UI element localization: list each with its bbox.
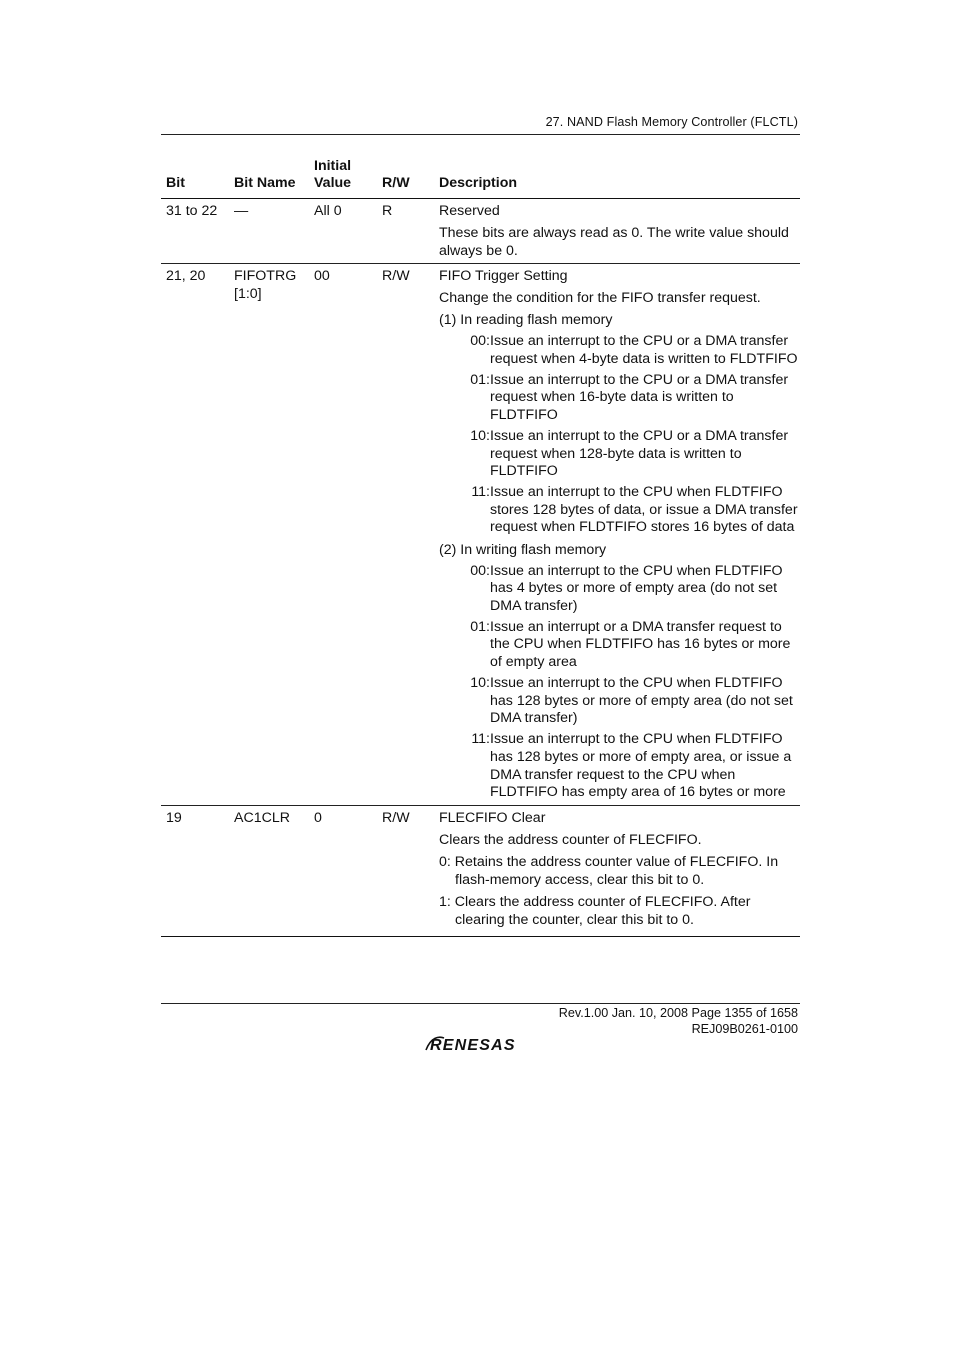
description-title: FLECFIFO Clear xyxy=(439,809,546,826)
list-item xyxy=(439,563,799,616)
description-cell xyxy=(439,806,799,936)
description-text: Change the condition for the FIFO transfer request. xyxy=(439,290,761,306)
table-row xyxy=(161,264,800,806)
renesas-logo xyxy=(423,1032,541,1056)
setting-code: 01: xyxy=(470,618,490,635)
col-bit-name-header: Bit Name xyxy=(234,175,296,191)
setting-text: Issue an interrupt to the CPU or a DMA transfer request when 4-byte data is written to FLDTFIFO xyxy=(490,333,798,367)
setting-code: 00: xyxy=(470,333,490,349)
list-item xyxy=(439,428,799,481)
rw-cell: R/W xyxy=(382,809,410,826)
col-initial-line2: Value xyxy=(314,175,352,191)
read-condition-heading: (1) In reading flash memory xyxy=(439,312,613,328)
list-item xyxy=(439,333,799,368)
col-initial-line1: Initial xyxy=(314,158,352,174)
header-rule xyxy=(161,134,800,135)
setting-text: Issue an interrupt to the CPU when FLDTFIFO has 128 bytes or more of empty area, or issue a DMA transfer request to the CPU when FLDTFIFO has empty area of 16 bytes or more xyxy=(490,731,792,801)
description-cell xyxy=(439,264,799,805)
setting-text: Issue an interrupt to the CPU when FLDTFIFO has 128 bytes or more of empty area (do not set DMA transfer) xyxy=(490,675,793,727)
revision-line: Rev.1.00 Jan. 10, 2008 Page 1355 of 1658 xyxy=(558,1006,798,1020)
initial-value-cell: All 0 xyxy=(314,203,342,219)
setting-code: 00: xyxy=(470,562,490,579)
col-bit-header: Bit xyxy=(166,175,185,191)
setting-code: 11: xyxy=(471,731,490,748)
setting-code: 01: xyxy=(470,371,490,388)
description-title: Reserved xyxy=(439,203,500,219)
setting-code: 10: xyxy=(470,427,490,444)
col-initial-value-header xyxy=(314,158,351,192)
section-title: 27. NAND Flash Memory Controller (FLCTL) xyxy=(545,115,798,129)
bit-cell: 31 to 22 xyxy=(166,203,218,219)
initial-value-cell: 00 xyxy=(314,268,330,284)
table-header-row xyxy=(161,157,800,199)
value-0-description: 0: Retains the address counter value of FLECFIFO. In flash-memory access, clear this bit to 0. xyxy=(439,853,779,888)
document-number: REJ09B0261-0100 xyxy=(691,1022,798,1036)
setting-text: Issue an interrupt to the CPU or a DMA transfer request when 16-byte data is written to FLDTFIFO xyxy=(490,371,789,423)
list-item xyxy=(439,484,799,537)
initial-value-cell: 0 xyxy=(314,809,322,826)
value-1-description: 1: Clears the address counter of FLECFIFO. After clearing the counter, clear this bit to 0. xyxy=(439,893,751,928)
bit-name-cell: FIFOTRG [1:0] xyxy=(234,268,297,302)
setting-text: Issue an interrupt or a DMA transfer request to the CPU when FLDTFIFO has 16 bytes or more of empty area xyxy=(490,618,791,670)
list-item xyxy=(439,372,799,425)
col-description-header: Description xyxy=(439,175,518,191)
table-row xyxy=(161,806,800,937)
description-cell xyxy=(439,199,799,263)
setting-text: Issue an interrupt to the CPU when FLDTFIFO stores 128 bytes of data, or issue a DMA transfer request when FLDTFIFO stores 16 bytes of data xyxy=(490,484,798,536)
list-item xyxy=(439,675,799,728)
description-text: Clears the address counter of FLECFIFO. xyxy=(439,831,702,848)
setting-code: 11: xyxy=(471,484,490,501)
register-bit-table xyxy=(161,157,800,937)
bit-name-cell: AC1CLR xyxy=(234,809,290,826)
logo-wordmark: RENESAS xyxy=(430,1037,516,1054)
setting-text: Issue an interrupt to the CPU or a DMA transfer request when 128-byte data is written to FLDTFIFO xyxy=(490,427,789,480)
rw-cell: R/W xyxy=(382,268,410,284)
rw-cell: R xyxy=(382,203,393,219)
description-title: FIFO Trigger Setting xyxy=(439,268,568,284)
write-condition-heading: (2) In writing flash memory xyxy=(439,541,607,558)
col-rw-header: R/W xyxy=(382,175,410,191)
setting-text: Issue an interrupt to the CPU when FLDTFIFO has 4 bytes or more of empty area (do not set DMA transfer) xyxy=(490,562,783,614)
table-row xyxy=(161,199,800,264)
bit-cell: 19 xyxy=(166,809,182,826)
list-item xyxy=(439,731,799,801)
bit-cell: 21, 20 xyxy=(166,268,206,284)
list-item xyxy=(439,619,799,672)
description-text: These bits are always read as 0. The write value should always be 0. xyxy=(439,225,789,259)
footer-rule xyxy=(161,1003,800,1004)
bit-name-cell: — xyxy=(234,203,249,219)
setting-code: 10: xyxy=(470,675,490,692)
